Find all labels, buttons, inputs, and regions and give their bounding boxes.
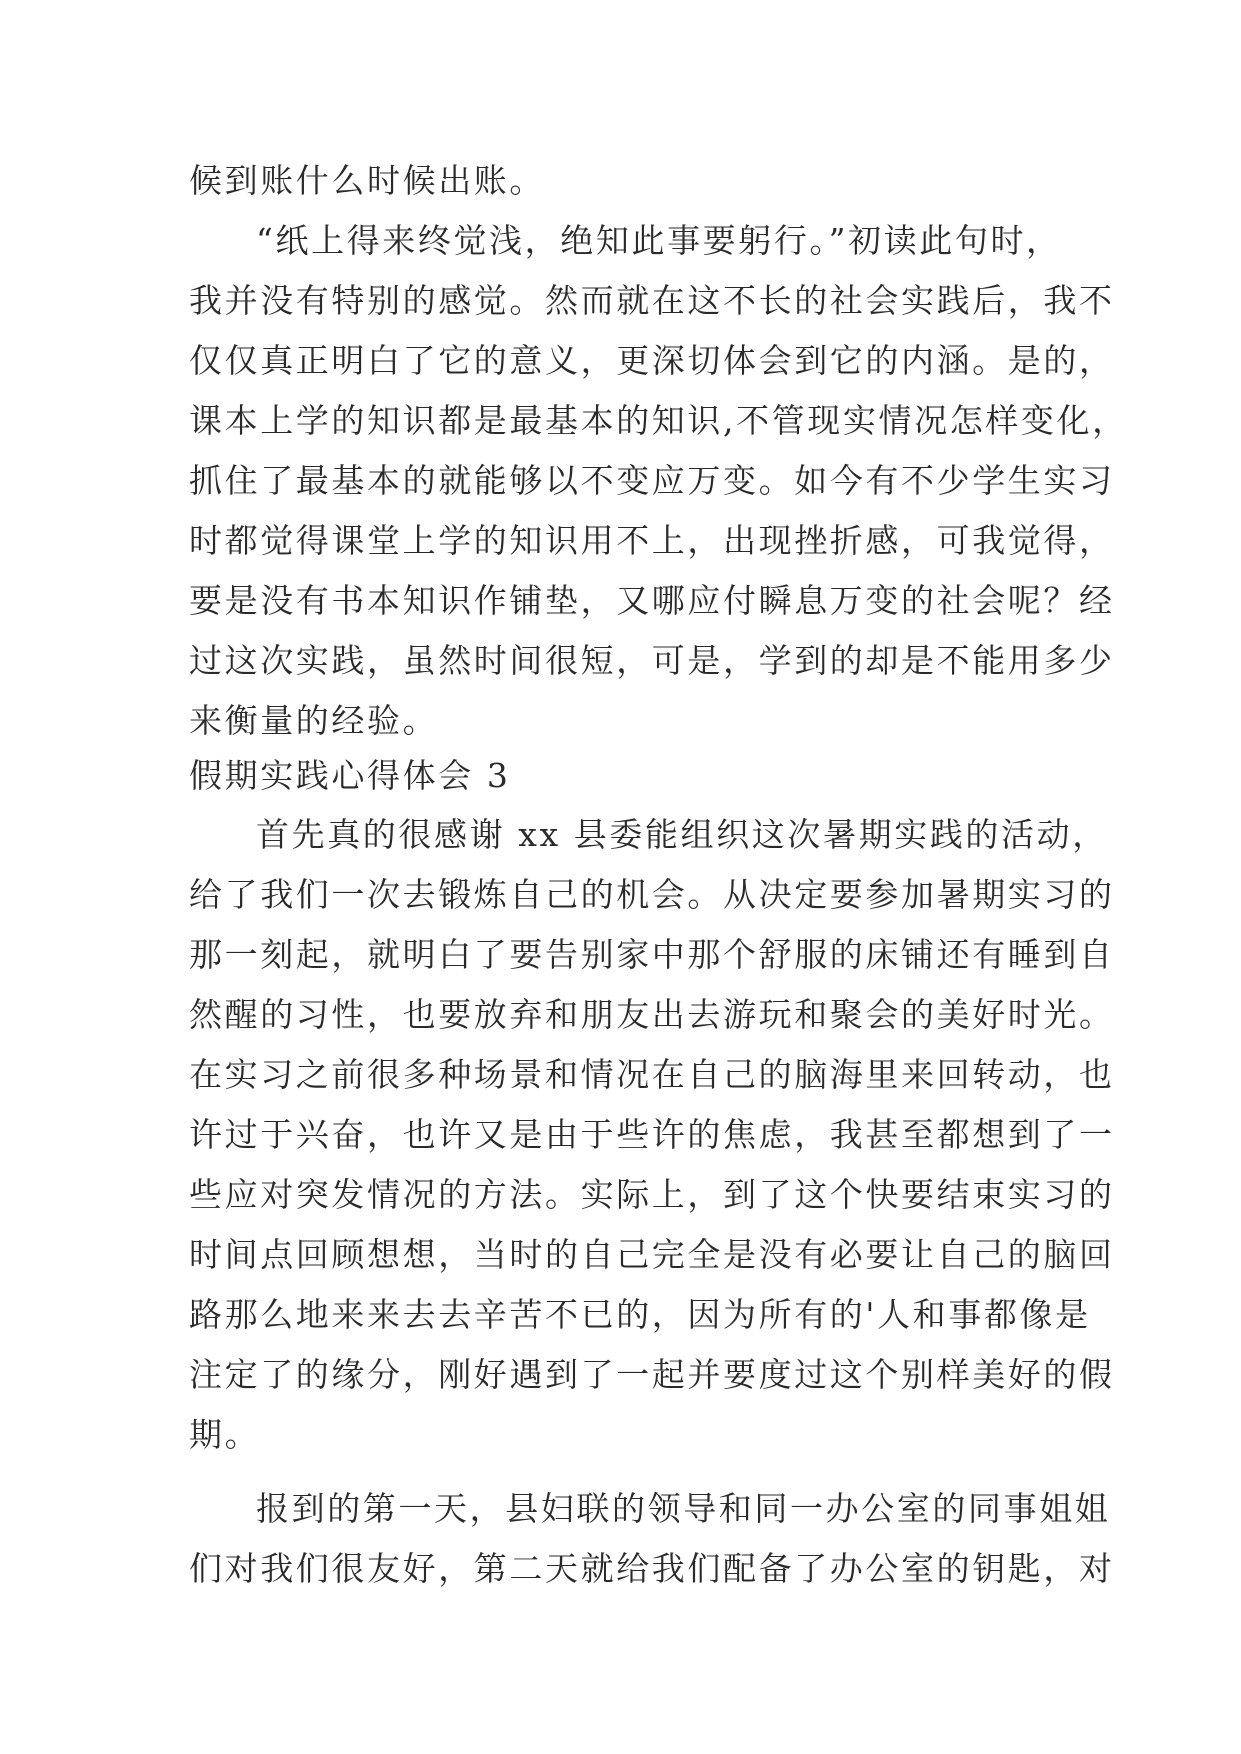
text-line: 们对我们很友好，第二天就给我们配备了办公室的钥匙，对 <box>189 1549 1115 1588</box>
text-line: 路那么地来来去去辛苦不已的，因为所有的'人和事都像是 <box>189 1295 1091 1334</box>
text-line: 那一刻起，就明白了要告别家中那个舒服的床铺还有睡到自 <box>189 935 1115 974</box>
text-line: 抓住了最基本的就能够以不变应万变。如今有不少学生实习 <box>189 461 1115 500</box>
text-line: 在实习之前很多种场景和情况在自己的脑海里来回转动，也 <box>189 1055 1115 1094</box>
text-line: 许过于兴奋，也许又是由于些许的焦虑，我甚至都想到了一 <box>189 1115 1115 1154</box>
text-line: 报到的第一天，县妇联的领导和同一办公室的同事姐姐 <box>256 1489 1111 1528</box>
text-line: 些应对突发情况的方法。实际上，到了这个快要结束实习的 <box>189 1175 1115 1214</box>
text-line: “纸上得来终觉浅，绝知此事要躬行。”初读此句时， <box>256 221 1062 260</box>
text-line: 过这次实践，虽然时间很短，可是，学到的却是不能用多少 <box>189 641 1115 680</box>
text-line: 我并没有特别的感觉。然而就在这不长的社会实践后，我不 <box>189 281 1115 320</box>
text-line: 期。 <box>189 1415 261 1454</box>
text-line: 首先真的很感谢 xx 县委能组织这次暑期实践的活动， <box>256 815 1108 854</box>
text-line: 时都觉得课堂上学的知识用不上，出现挫折感，可我觉得， <box>189 521 1115 560</box>
text-line: 课本上学的知识都是最基本的知识,不管现实情况怎样变化， <box>189 401 1128 440</box>
section-heading: 假期实践心得体会 3 <box>189 756 511 795</box>
text-line: 时间点回顾想想，当时的自己完全是没有必要让自己的脑回 <box>189 1235 1115 1274</box>
text-line: 然醒的习性，也要放弃和朋友出去游玩和聚会的美好时光。 <box>189 995 1115 1034</box>
text-line: 要是没有书本知识作铺垫，又哪应付瞬息万变的社会呢？经 <box>189 581 1115 620</box>
text-line: 候到账什么时候出账。 <box>189 161 545 200</box>
text-line: 给了我们一次去锻炼自己的机会。从决定要参加暑期实习的 <box>189 875 1115 914</box>
text-line: 注定了的缘分，刚好遇到了一起并要度过这个别样美好的假 <box>189 1355 1115 1394</box>
text-line: 仅仅真正明白了它的意义，更深切体会到它的内涵。是的， <box>189 341 1115 380</box>
text-line: 来衡量的经验。 <box>189 701 439 740</box>
